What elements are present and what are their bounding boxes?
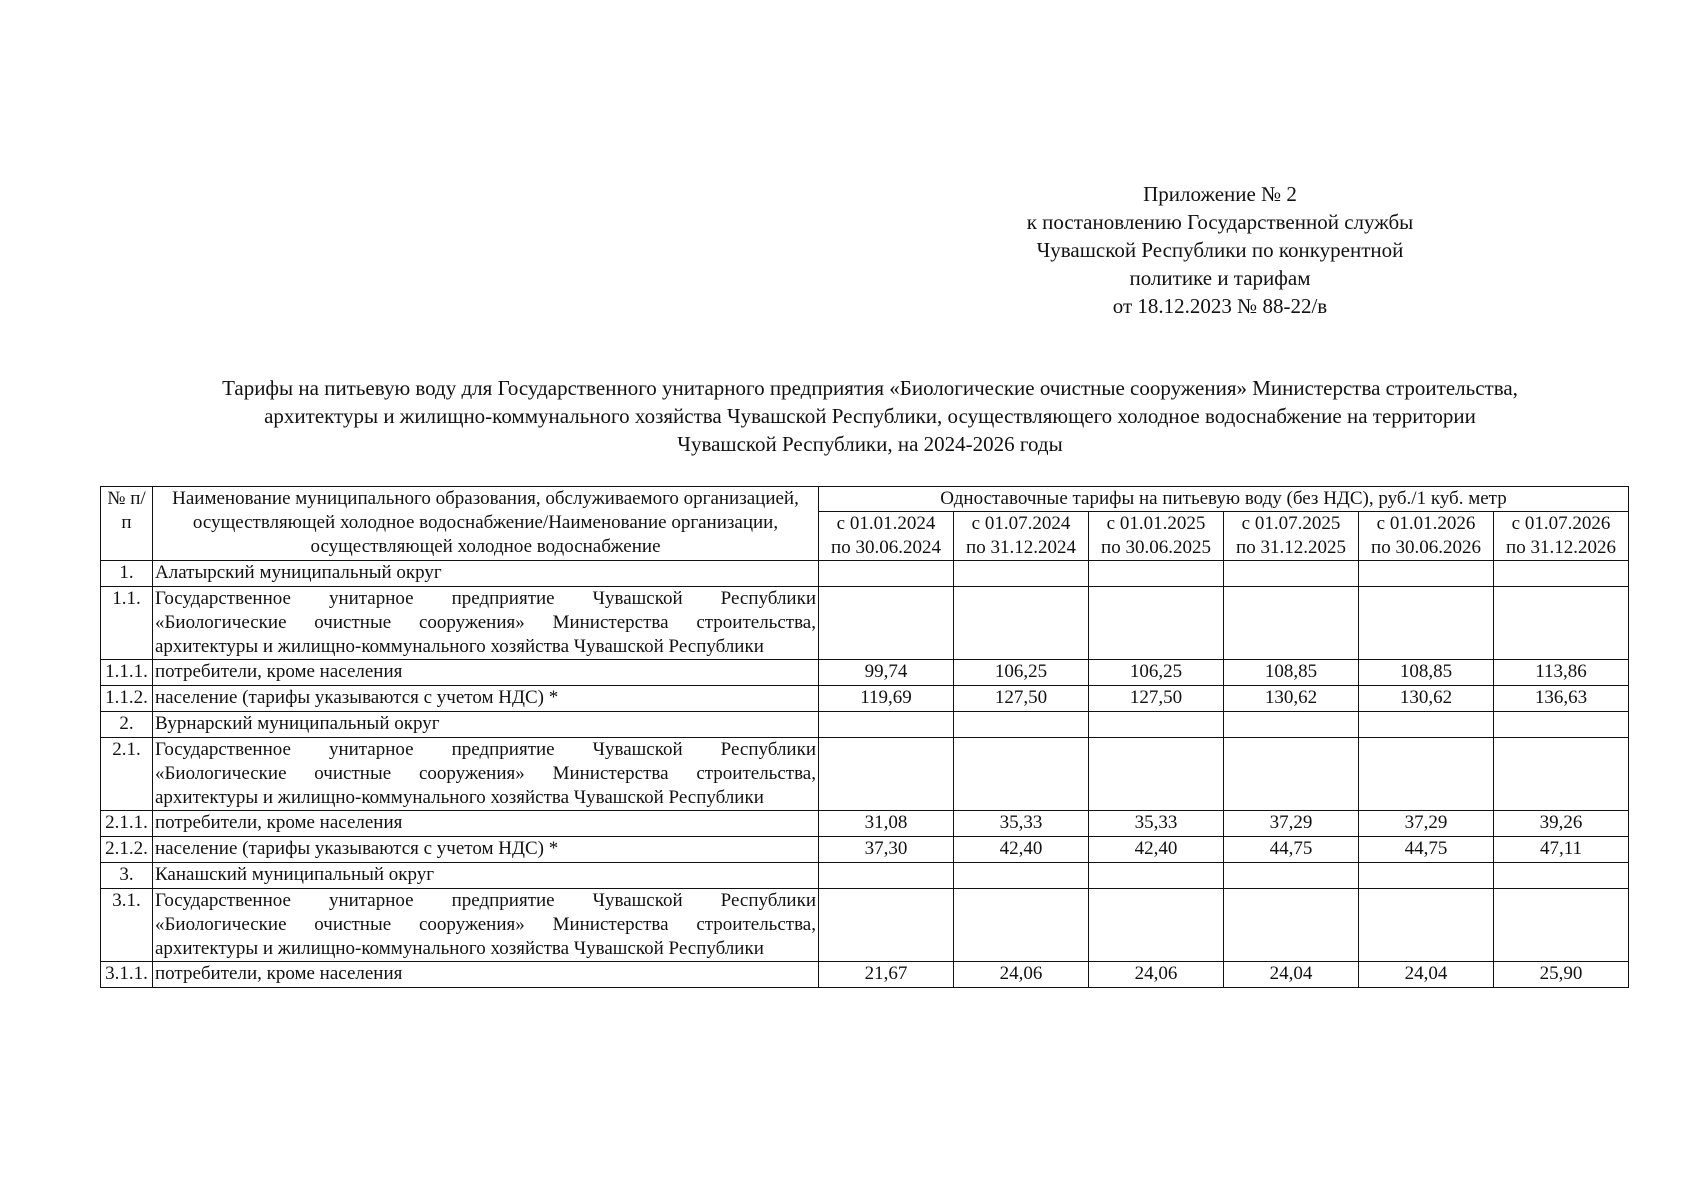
row-number: 2.1. — [101, 738, 153, 811]
table-row-value — [101, 686, 1629, 712]
row-name: Государственное унитарное предприятие Чувашской Республики «Биологические очистные сооружения» Министерства строительства, архитектуры и жилищно-коммунального хозяйства Чувашской Республики — [153, 738, 819, 811]
tariff-value-cell — [1089, 738, 1224, 811]
tariff-value-cell — [1224, 863, 1359, 889]
tariff-value-cell — [1494, 712, 1629, 738]
table-body — [101, 561, 1629, 988]
title-line: Чувашской Республики, на 2024-2026 годы — [677, 432, 1063, 456]
tariff-value-cell — [954, 863, 1089, 889]
header-num: № п/п — [101, 487, 153, 561]
tariff-value-cell — [819, 863, 954, 889]
table-row-org — [101, 889, 1629, 962]
tariff-value-cell — [954, 738, 1089, 811]
row-number: 1. — [101, 561, 153, 587]
header-period — [1089, 512, 1224, 561]
tariff-value-cell — [1494, 738, 1629, 811]
row-name: потребители, кроме населения — [153, 660, 819, 686]
table-row-org — [101, 587, 1629, 660]
tariff-value-cell — [819, 889, 954, 962]
tariff-value-cell — [1089, 889, 1224, 962]
period-from: с 01.07.2026 — [1511, 513, 1611, 534]
period-from: с 01.01.2025 — [1106, 513, 1206, 534]
row-name: Канашский муниципальный округ — [153, 863, 819, 889]
appendix-line: политике и тарифам — [1129, 266, 1311, 290]
tariff-value-cell: 24,04 — [1359, 962, 1494, 988]
tariff-value-cell: 25,90 — [1494, 962, 1629, 988]
period-from: с 01.01.2026 — [1376, 513, 1476, 534]
tariff-value-cell — [1494, 561, 1629, 587]
period-from: с 01.07.2024 — [971, 513, 1071, 534]
tariff-value-cell: 42,40 — [954, 837, 1089, 863]
header-period — [819, 512, 954, 561]
header-tariff-group: Одноставочные тарифы на питьевую воду (без НДС), руб./1 куб. метр — [819, 487, 1629, 512]
row-name: потребители, кроме населения — [153, 811, 819, 837]
header-period — [1359, 512, 1494, 561]
tariff-value-cell: 21,67 — [819, 962, 954, 988]
tariff-value-cell: 35,33 — [1089, 811, 1224, 837]
header-period — [1494, 512, 1629, 561]
tariff-value-cell: 31,08 — [819, 811, 954, 837]
tariff-value-cell: 127,50 — [1089, 686, 1224, 712]
row-name: население (тарифы указываются с учетом НДС) * — [153, 837, 819, 863]
tariff-value-cell — [1089, 561, 1224, 587]
tariff-value-cell: 127,50 — [954, 686, 1089, 712]
row-number: 1.1.2. — [101, 686, 153, 712]
period-to: по 31.12.2024 — [966, 537, 1076, 558]
table-row-value — [101, 811, 1629, 837]
appendix-line: к постановлению Государственной службы — [1026, 210, 1414, 234]
tariff-value-cell: 37,30 — [819, 837, 954, 863]
tariff-value-cell: 108,85 — [1359, 660, 1494, 686]
header-period — [954, 512, 1089, 561]
tariff-value-cell: 24,04 — [1224, 962, 1359, 988]
row-number: 1.1. — [101, 587, 153, 660]
tariff-value-cell — [1224, 712, 1359, 738]
title-line: архитектуры и жилищно-коммунального хозяйства Чувашской Республики, осуществляющего холодное водоснабжение на территории — [264, 404, 1476, 428]
table-row-district — [101, 863, 1629, 889]
header-name: Наименование муниципального образования, обслуживаемого организацией, осуществляющей холодное водоснабжение/Наименование организации, осуществляющей холодное водоснабжение — [153, 487, 819, 561]
header-period — [1224, 512, 1359, 561]
table-header-row — [101, 487, 1629, 512]
table-row-value — [101, 962, 1629, 988]
tariff-value-cell: 37,29 — [1359, 811, 1494, 837]
tariff-value-cell: 24,06 — [954, 962, 1089, 988]
appendix-line: Приложение № 2 — [1143, 182, 1297, 206]
period-to: по 30.06.2025 — [1101, 537, 1211, 558]
row-number: 2.1.2. — [101, 837, 153, 863]
tariff-value-cell: 130,62 — [1224, 686, 1359, 712]
tariff-value-cell — [819, 712, 954, 738]
table-row-value — [101, 837, 1629, 863]
tariff-value-cell: 24,06 — [1089, 962, 1224, 988]
tariff-value-cell: 47,11 — [1494, 837, 1629, 863]
title-line: Тарифы на питьевую воду для Государственного унитарного предприятия «Биологические очистные сооружения» Министерства строительства, — [222, 376, 1518, 400]
tariff-value-cell — [1224, 738, 1359, 811]
tariff-value-cell — [1224, 561, 1359, 587]
row-number: 2. — [101, 712, 153, 738]
table-row-district — [101, 561, 1629, 587]
period-from: с 01.07.2025 — [1241, 513, 1341, 534]
tariff-value-cell — [819, 561, 954, 587]
tariffs-table — [100, 486, 1629, 988]
tariff-value-cell — [954, 587, 1089, 660]
tariff-value-cell — [1359, 889, 1494, 962]
tariff-value-cell: 37,29 — [1224, 811, 1359, 837]
tariff-value-cell — [1359, 561, 1494, 587]
tariff-value-cell — [1359, 712, 1494, 738]
tariff-value-cell — [819, 587, 954, 660]
tariff-value-cell: 99,74 — [819, 660, 954, 686]
tariff-value-cell: 44,75 — [1224, 837, 1359, 863]
tariff-value-cell: 42,40 — [1089, 837, 1224, 863]
tariff-value-cell: 106,25 — [1089, 660, 1224, 686]
table-row-org — [101, 738, 1629, 811]
row-name: Государственное унитарное предприятие Чувашской Республики «Биологические очистные сооружения» Министерства строительства, архитектуры и жилищно-коммунального хозяйства Чувашской Республики — [153, 889, 819, 962]
tariff-value-cell — [1494, 863, 1629, 889]
row-name: Вурнарский муниципальный округ — [153, 712, 819, 738]
tariff-value-cell — [1224, 587, 1359, 660]
tariff-value-cell — [1089, 863, 1224, 889]
row-name: потребители, кроме населения — [153, 962, 819, 988]
tariff-value-cell: 108,85 — [1224, 660, 1359, 686]
tariff-value-cell — [954, 561, 1089, 587]
tariff-value-cell: 44,75 — [1359, 837, 1494, 863]
tariff-value-cell: 130,62 — [1359, 686, 1494, 712]
appendix-line: от 18.12.2023 № 88-22/в — [1112, 294, 1328, 318]
tariff-value-cell — [1359, 738, 1494, 811]
table-row-value — [101, 660, 1629, 686]
row-name: Алатырский муниципальный округ — [153, 561, 819, 587]
tariff-value-cell — [1359, 587, 1494, 660]
tariff-value-cell: 106,25 — [954, 660, 1089, 686]
tariff-value-cell — [954, 712, 1089, 738]
row-number: 2.1.1. — [101, 811, 153, 837]
row-number: 3.1. — [101, 889, 153, 962]
tariff-value-cell — [1224, 889, 1359, 962]
period-to: по 31.12.2026 — [1506, 537, 1616, 558]
tariff-value-cell: 39,26 — [1494, 811, 1629, 837]
tariff-value-cell — [819, 738, 954, 811]
tariff-value-cell — [954, 889, 1089, 962]
tariff-value-cell: 113,86 — [1494, 660, 1629, 686]
tariff-value-cell: 119,69 — [819, 686, 954, 712]
tariff-value-cell — [1494, 587, 1629, 660]
tariff-value-cell — [1494, 889, 1629, 962]
period-from: с 01.01.2024 — [836, 513, 936, 534]
row-name: Государственное унитарное предприятие Чувашской Республики «Биологические очистные сооружения» Министерства строительства, архитектуры и жилищно-коммунального хозяйства Чувашской Республики — [153, 587, 819, 660]
row-name: население (тарифы указываются с учетом НДС) * — [153, 686, 819, 712]
tariff-value-cell — [1089, 712, 1224, 738]
tariff-value-cell — [1359, 863, 1494, 889]
row-number: 1.1.1. — [101, 660, 153, 686]
period-to: по 30.06.2026 — [1371, 537, 1481, 558]
tariff-value-cell: 35,33 — [954, 811, 1089, 837]
appendix-line: Чувашской Республики по конкурентной — [1036, 238, 1404, 262]
period-to: по 30.06.2024 — [831, 537, 941, 558]
row-number: 3.1.1. — [101, 962, 153, 988]
tariff-value-cell — [1089, 587, 1224, 660]
appendix-header — [980, 180, 1460, 320]
row-number: 3. — [101, 863, 153, 889]
document-title — [100, 374, 1640, 458]
table-row-district — [101, 712, 1629, 738]
tariff-value-cell: 136,63 — [1494, 686, 1629, 712]
period-to: по 31.12.2025 — [1236, 537, 1346, 558]
